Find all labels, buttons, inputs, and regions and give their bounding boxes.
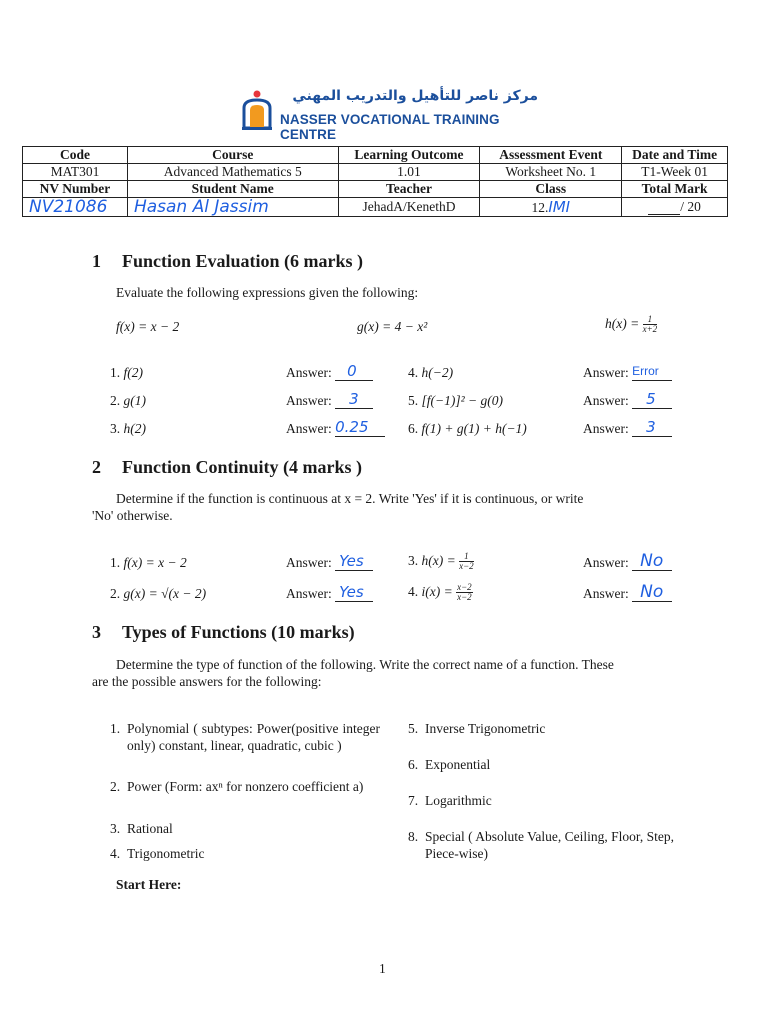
- section-1-intro: Evaluate the following expressions given the following:: [116, 285, 419, 300]
- item-number: 4.: [408, 365, 419, 380]
- answer-field: [286, 554, 373, 571]
- item-number: 6.: [408, 757, 419, 772]
- header-course: Course: [127, 147, 338, 164]
- section-2-intro-line-1: Determine if the function is continuous at x = 2. Write 'Yes' if it is continuous, or write: [116, 491, 584, 506]
- section-number: 2: [92, 457, 101, 477]
- start-here-label: Start Here:: [116, 877, 182, 892]
- answer-label: Answer:: [583, 586, 629, 601]
- answer-value: 0: [347, 362, 357, 380]
- answer-label: Answer:: [583, 555, 629, 570]
- f-definition: f(x) = x − 2: [116, 319, 180, 334]
- section-3-heading: [92, 622, 355, 643]
- header-nv-number: NV Number: [23, 181, 128, 198]
- list-item: [408, 792, 678, 809]
- item-number: 6.: [408, 421, 419, 436]
- fraction-numerator: x−2: [457, 582, 472, 593]
- header-assessment-event: Assessment Event: [480, 147, 622, 164]
- class-prefix: 12.: [531, 199, 549, 215]
- fraction-numerator: 1: [643, 315, 658, 325]
- total-mark-blank[interactable]: [648, 202, 680, 215]
- item-number: 3.: [110, 421, 121, 436]
- answer-label: Answer:: [583, 393, 629, 408]
- answer-value: No: [640, 582, 664, 602]
- answer-blank[interactable]: [632, 418, 672, 437]
- answer-blank[interactable]: [632, 582, 672, 602]
- list-item: [110, 778, 380, 795]
- answer-label: Answer:: [583, 365, 629, 380]
- item-expression: g(x) = √(x − 2): [123, 586, 207, 601]
- page-number: 1: [379, 961, 386, 976]
- item-text: Inverse Trigonometric: [425, 721, 546, 736]
- item-number: 5.: [408, 721, 419, 736]
- item-expression: h(2): [123, 421, 146, 436]
- item-text: Exponential: [425, 757, 491, 772]
- answer-label: Answer:: [286, 393, 332, 408]
- item-number: 4.: [408, 584, 419, 599]
- answer-label: Answer:: [286, 421, 332, 436]
- answer-label: Answer:: [286, 586, 332, 601]
- expression-fraction: [459, 552, 474, 571]
- answer-field: [286, 364, 373, 381]
- institution-logo: [240, 88, 540, 142]
- answer-blank[interactable]: [632, 366, 672, 381]
- header-student-name: Student Name: [127, 181, 338, 198]
- h-definition: [605, 315, 657, 334]
- list-item: [408, 583, 473, 602]
- answer-label: Answer:: [286, 365, 332, 380]
- answer-blank[interactable]: [632, 551, 672, 571]
- list-item: [110, 820, 380, 837]
- answer-label: Answer:: [286, 555, 332, 570]
- item-expression: i(x) =: [421, 584, 453, 599]
- list-item: [408, 420, 527, 437]
- fraction-denominator: x−2: [457, 592, 472, 603]
- answer-value: No: [640, 551, 664, 571]
- item-text: Trigonometric: [127, 846, 205, 861]
- list-item: [408, 720, 678, 737]
- assessment-info-table: [22, 146, 728, 217]
- list-item: [110, 845, 380, 862]
- class-handwritten: IMI: [548, 197, 571, 216]
- header-code: Code: [23, 147, 128, 164]
- item-text: Special ( Absolute Value, Ceiling, Floor, Step, Piece-wise): [425, 829, 674, 861]
- item-expression: f(1) + g(1) + h(−1): [421, 421, 527, 436]
- header-teacher: Teacher: [338, 181, 480, 198]
- item-expression: h(−2): [421, 365, 454, 380]
- answer-blank[interactable]: [335, 390, 373, 409]
- answer-blank[interactable]: [335, 362, 373, 381]
- fraction-numerator: 1: [459, 552, 474, 562]
- table-row: [23, 198, 728, 217]
- section-3-intro-line-1: Determine the type of function of the following. Write the correct name of a function. These: [116, 657, 614, 672]
- answer-field: [583, 582, 672, 602]
- item-number: 2.: [110, 393, 121, 408]
- item-expression: [f(−1)]² − g(0): [421, 393, 504, 408]
- total-mark-denominator: / 20: [680, 199, 701, 214]
- answer-field: [583, 420, 672, 437]
- h-def-left: h(x) =: [605, 316, 640, 331]
- item-number: 5.: [408, 393, 419, 408]
- answer-field: [583, 392, 672, 409]
- answer-value: 3: [646, 418, 656, 436]
- section-title: Function Evaluation (6 marks ): [122, 251, 364, 271]
- list-item: [110, 392, 146, 409]
- cell-teacher: JehadA/KenethD: [338, 198, 480, 217]
- cell-date-time: T1-Week 01: [622, 164, 728, 181]
- fraction-denominator: x+2: [642, 324, 658, 335]
- list-item: [408, 364, 453, 381]
- answer-field: [583, 551, 672, 571]
- list-item: [408, 392, 503, 409]
- item-text: Polynomial ( subtypes: Power(positive integer only) constant, linear, quadratic, cubic ): [127, 721, 380, 753]
- cell-student-name: Hasan Al Jassim: [127, 198, 338, 217]
- cell-nv-number: NV21086: [23, 198, 128, 217]
- list-item: [110, 420, 146, 437]
- table-row: [23, 147, 728, 164]
- section-2-intro-line-2: 'No' otherwise.: [92, 508, 173, 523]
- answer-blank[interactable]: [335, 583, 373, 602]
- answer-value: Yes: [339, 552, 364, 570]
- section-title: Types of Functions (10 marks): [122, 622, 355, 642]
- list-item: [408, 756, 678, 773]
- answer-blank[interactable]: [335, 552, 373, 571]
- header-class: Class: [480, 181, 622, 198]
- answer-label: Answer:: [583, 421, 629, 436]
- logo-emblem-icon: [240, 88, 274, 132]
- list-item: [110, 720, 380, 754]
- section-2-heading: [92, 457, 362, 478]
- cell-total-mark: [622, 198, 728, 217]
- item-text: Power (Form: axⁿ for nonzero coefficient a): [127, 779, 364, 794]
- item-text: Rational: [127, 821, 173, 836]
- item-number: 2.: [110, 586, 121, 601]
- expression-fraction: [456, 583, 473, 602]
- fraction-denominator: x−2: [459, 561, 474, 572]
- list-item: [408, 552, 474, 571]
- logo-arabic-text: مركز ناصر للتأهيل والتدريب المهني: [292, 88, 538, 104]
- answer-blank[interactable]: [335, 418, 385, 437]
- header-date-time: Date and Time: [622, 147, 728, 164]
- answer-field: [286, 392, 373, 409]
- item-number: 3.: [408, 553, 419, 568]
- answer-field: [583, 364, 672, 381]
- answer-value: Error: [632, 364, 659, 378]
- section-title: Function Continuity (4 marks ): [122, 457, 363, 477]
- item-number: 7.: [408, 793, 419, 808]
- section-number: 3: [92, 622, 101, 642]
- list-item: [110, 585, 206, 602]
- item-number: 3.: [110, 821, 121, 836]
- answer-blank[interactable]: [632, 390, 672, 409]
- cell-class: [480, 198, 622, 217]
- list-item: [110, 554, 187, 571]
- answer-value: Yes: [339, 583, 364, 601]
- item-number: 1.: [110, 721, 121, 736]
- answer-value: 3: [349, 390, 359, 408]
- answer-value: 0.25: [335, 418, 369, 436]
- item-expression: h(x) =: [421, 553, 456, 568]
- section-number: 1: [92, 251, 101, 271]
- h-def-fraction: [643, 315, 658, 334]
- list-item: [110, 364, 143, 381]
- header-learning-outcome: Learning Outcome: [338, 147, 480, 164]
- item-expression: f(x) = x − 2: [123, 555, 187, 570]
- item-number: 4.: [110, 846, 121, 861]
- cell-assessment-event: Worksheet No. 1: [480, 164, 622, 181]
- item-number: 1.: [110, 555, 121, 570]
- item-number: 2.: [110, 779, 121, 794]
- answer-field: [286, 420, 385, 437]
- list-item: [408, 828, 678, 862]
- section-1-heading: [92, 251, 363, 272]
- item-expression: f(2): [123, 365, 143, 380]
- table-row: [23, 181, 728, 198]
- cell-course: Advanced Mathematics 5: [127, 164, 338, 181]
- g-definition: g(x) = 4 − x²: [357, 319, 428, 334]
- answer-value: 5: [646, 390, 656, 408]
- logo-english-text: NASSER VOCATIONAL TRAINING CENTRE: [280, 112, 500, 142]
- section-3-intro-line-2: are the possible answers for the following:: [92, 674, 322, 689]
- item-expression: g(1): [123, 393, 146, 408]
- answer-field: [286, 585, 373, 602]
- cell-code: MAT301: [23, 164, 128, 181]
- item-number: 1.: [110, 365, 121, 380]
- table-row: [23, 164, 728, 181]
- header-total-mark: Total Mark: [622, 181, 728, 198]
- item-number: 8.: [408, 829, 419, 844]
- cell-learning-outcome: 1.01: [338, 164, 480, 181]
- item-text: Logarithmic: [425, 793, 492, 808]
